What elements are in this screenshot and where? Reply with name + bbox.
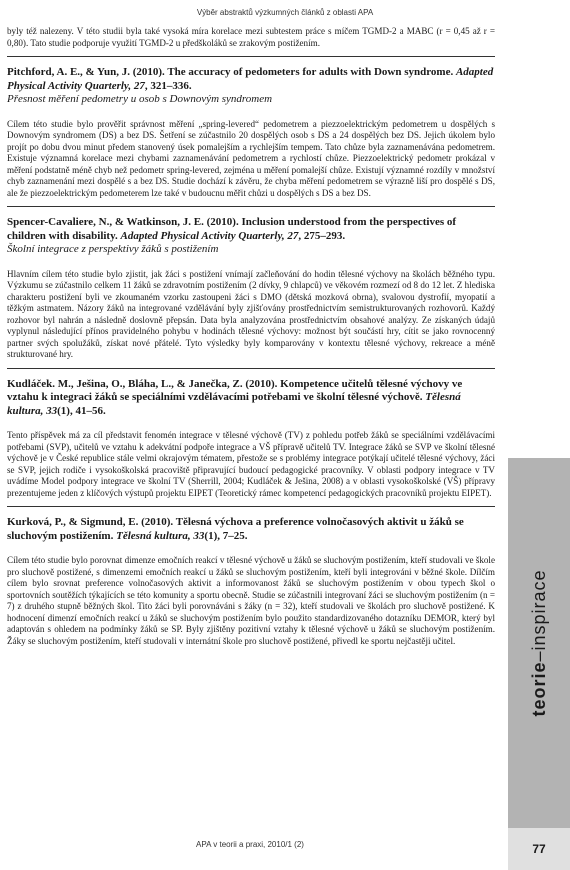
divider bbox=[7, 56, 495, 57]
citation-journal: Tělesná kultura bbox=[7, 391, 461, 417]
section-label bbox=[508, 458, 570, 828]
translated-title: Školní integrace z perspektivy žáků s postižením bbox=[7, 243, 219, 255]
entry-citation bbox=[7, 216, 495, 243]
entry-citation bbox=[7, 378, 495, 419]
citation-pages: , 275–293. bbox=[298, 229, 346, 242]
abstract-text: Cílem této studie bylo prověřit správnost měření „spring-levered“ pedometrem a piezzoelektrickým pedometrem u dospělých s Downovým syndromem (DS) a bez DS. Šetření se zúčastnilo 20 dospělých osob s DS a 24 dospělých bez DS. Jejich úkolem bylo projít po dobu dvou minut předem stanovený úsek pomalejším a rychlejším tempem. Tato chůze byla zaznamenávána pedometrem. Existuje významná korelace mezi chybami zaznamenávání pedometrem a rychlostí chůze. Piezzoelektrický pedometr prokázal v měření podstatně méně chyb než pedometr spring-levered, zejména u měření pomalejší chůze. Existují významné rozdíly v množství chyb zaznamenání mezi dospělé s a bez DS. Studie dochází k závěru, že chyba měření pedometrem se výrazně liší pro dospělé s DS, ale že piezzoelektrickým pedometerem lze také v budoucnu měřit chůzi u dospělých s DS a bez DS. bbox=[7, 118, 495, 198]
abstract-text: Hlavním cílem této studie bylo zjistit, jak žáci s postižení vnímají začleňování do hodin tělesné výchovy na školách běžného typu. Výzkumu se zúčastnilo celkem 11 žáků se zdravotním postižením (2 dívky, 9 chlapců) ve věkovém rozmezí od 8 do 12 let. Z hlediska charakteru postižení byli ve zkoumaném vzorku zastoupeni žáci s DMO (dětská mozková obrna), svalovou dystrofií, myopatií a těžkým astmatem. Názory žáků na integrované vzdělávání byly zjišťovány prostřednictvím semistrukturovaných rozhovorů. Každý rozhovor byl nahrán a následně doslovně přepsán. Data byla analyzována prostřednictvím obsahové analýzy. Ze získaných údajů vyplynul následující přínos pravidelného pohybu v hodinách tělesné výchovy: možnost být součástí hry, cítit se jako rovnocenný partner svých spolužáků, získat nové přátelé. Tyto výsledky byly komparovány v kontextu tělesné výchovy, rekreace a méně strukturované hry. bbox=[7, 268, 495, 359]
citation-journal: Tělesná kultura bbox=[116, 529, 188, 542]
running-header: Výběr abstraktů výzkumných článků z oblasti APA bbox=[196, 8, 374, 17]
article-column bbox=[7, 26, 495, 647]
abstract-entry bbox=[7, 378, 495, 500]
section-label-light: inspirace bbox=[528, 569, 549, 651]
page-number: 77 bbox=[508, 828, 570, 870]
section-label-dash: – bbox=[528, 650, 549, 662]
abstract-entry bbox=[7, 516, 495, 647]
divider bbox=[7, 506, 495, 507]
section-label-bold: teorie bbox=[528, 661, 549, 717]
divider bbox=[7, 206, 495, 207]
citation-volume: , 27 bbox=[128, 79, 145, 92]
citation-pages: (1), 41–56. bbox=[57, 404, 106, 417]
abstract-entry bbox=[7, 216, 495, 361]
abstract-text: Cílem této studie bylo porovnat dimenze emočních reakcí v tělesné výchově u žáků se sluchovým postižením, kteří studovali ve škole pro sluchově postižené, s dimenzemi emočních reakcí u žáků se sluchovým postižením, kteří byli integrováni v běžné škole. Dílčím cílem bylo srovnat preference volnočasových aktivit a informovanost žáků se sluchovým postižením v obou typech škol o sportovních soutěžích týkajících se této komunity a sportu obecně. Studie se zúčastnili integrovaní žáci se sluchovým postižením (n = 7) z druhého stupně běžných škol. Tito žáci byli porovnáváni s žáky (n = 32), kteří studovali ve školách pro sluchově postižené. K hodnocení dimenzí emočních reakcí u žáků se sluchovým postižením bylo použito standardizovaného dotazníku DEMOR, který byl adaptován s ohledem na podmínky žáků se SP. Byly zjištěny pozitivní vztahy k tělesné výchově u žáků se sluchovým postižením. Žáky se sluchovým postižením, kteří studovali v internátní škole pro sluchově postižené, přivedl ke sportu nejčastěji učitel. bbox=[7, 555, 495, 646]
intro-continuation: byly též nalezeny. V této studii byla také vysoká míra korelace mezi subtestem práce s míčem TGMD-2 a MABC (r = 0,45 až r = 0,80). Tato studie podporuje využití TGMD-2 u předškoláků se zrakovým postižením. bbox=[7, 26, 495, 48]
citation-journal: Adapted Physical Activity Quarterly bbox=[7, 66, 494, 92]
citation-authors-title: Kurková, P., & Sigmund, E. (2010). Tělesná výchova a preference volnočasových aktivit u žáků se sluchovým postižením. bbox=[7, 516, 464, 542]
abstract-text: Tento příspěvek má za cíl představit fenomén integrace v tělesné výchově (TV) z pohledu potřeb žáků se speciálními vzdělávacími potřebami (SVP), učitelů ve vztahu k adekvátní podpoře integrace a VŠ přípravě učitelů TV. Integrace žáků se SVP ve školní tělesné výchově je v České republice stále velmi okrajovým tématem, přestože se s problémy integrace potýkají učitelé tělesné výchovy, žáci se SVP, jejich rodiče i vysokoškolská pracoviště připravující budoucí pedagogické pracovníky. V oblasti podpory integrace v TV uvádíme Model podpory integrace ve školní TV (Sherrill, 2004; Kudláček & Ješina, 2008) a v oblasti vysokoškolské (VŠ) přípravy prezentujeme jeden z klíčových výstupů projektu EIPET (Teoretický rámec kompetencí pedagogických pracovníků projektu EIPET). bbox=[7, 430, 495, 498]
citation-volume: , 33 bbox=[40, 404, 58, 417]
citation-authors-title: Kudláček. M., Ješina, O., Bláha, L., & Janečka, Z. (2010). Kompetence učitelů tělesné výchovy ve vztahu k integraci žáků se speciálními vzdělávacími potřebami ve školní tělesné výchově. bbox=[7, 377, 463, 403]
citation-authors-title: Spencer-Cavaliere, N., & Watkinson, J. E. (2010). Inclusion understood from the perspectives of children with disability. bbox=[7, 216, 457, 242]
citation-volume: , 27 bbox=[281, 229, 299, 242]
citation-volume: , 33 bbox=[187, 529, 205, 542]
entry-citation bbox=[7, 516, 495, 543]
citation-journal: Adapted Physical Activity Quarterly bbox=[120, 229, 282, 242]
abstract-entry bbox=[7, 66, 495, 199]
citation-pages: (1), 7–25. bbox=[204, 529, 248, 542]
citation-pages: , 321–336. bbox=[144, 79, 192, 92]
running-footer: APA v teorii a praxi, 2010/1 (2) bbox=[196, 840, 304, 849]
citation-authors-title: Pitchford, A. E., & Yun, J. (2010). The accuracy of pedometers for adults with Down syndrome. bbox=[7, 66, 456, 78]
entry-citation bbox=[7, 66, 495, 93]
divider bbox=[7, 368, 495, 369]
section-side-tab bbox=[508, 458, 570, 828]
translated-title: Přesnost měření pedometry u osob s Downovým syndromem bbox=[7, 93, 273, 105]
